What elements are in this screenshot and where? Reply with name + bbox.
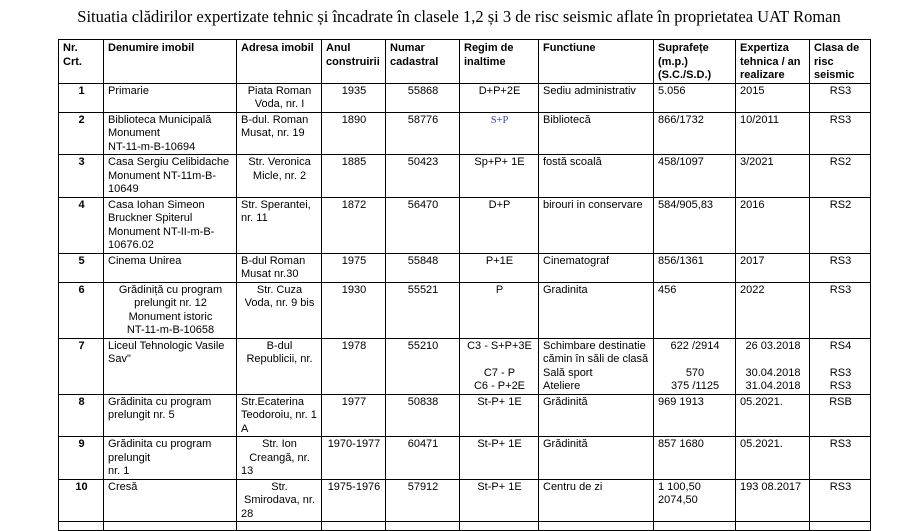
cell-clasa: RS3 bbox=[810, 112, 871, 155]
table-row bbox=[59, 479, 871, 522]
table-row bbox=[59, 155, 871, 198]
cell-adresa: B-dul Republicii, nr. bbox=[237, 338, 322, 394]
cell-nr: 1 bbox=[59, 83, 104, 112]
cell-numar: 60471 bbox=[386, 437, 460, 480]
cell-denumire: Grădiniță cu program prelungit nr. 12 Monument istoric NT-11-m-B-10658 bbox=[104, 282, 237, 338]
cell-anul: 1872 bbox=[322, 197, 386, 253]
cell-anul: 1935 bbox=[322, 83, 386, 112]
table-header-row bbox=[59, 40, 871, 84]
cell-expertiza: 10/2011 bbox=[736, 112, 810, 155]
cell-functiune: Centru de zi bbox=[539, 479, 654, 522]
cell-regim: P+1E bbox=[460, 253, 539, 282]
cell-regim: P bbox=[460, 282, 539, 338]
cell-denumire: Casa Iohan Simeon Bruckner Spiterul Monument NT-II-m-B- 10676.02 bbox=[104, 197, 237, 253]
header-functiune: Functiune bbox=[539, 40, 654, 84]
cell-functiune: Gradinita bbox=[539, 282, 654, 338]
cell-nr: 5 bbox=[59, 253, 104, 282]
cell-clasa: RS3 bbox=[810, 437, 871, 480]
table-row bbox=[59, 197, 871, 253]
cell-suprafete: 458/1097 bbox=[654, 155, 736, 198]
cell-expertiza: 193 08.2017 bbox=[736, 479, 810, 522]
cell-numar: 55521 bbox=[386, 282, 460, 338]
cell-suprafete: 622 /2914 570 375 /1125 bbox=[654, 338, 736, 394]
cell-suprafete: 584/905,83 bbox=[654, 197, 736, 253]
cell-expertiza: 2017 bbox=[736, 253, 810, 282]
cell-denumire: Cresă bbox=[104, 479, 237, 522]
cell-denumire: Liceul Tehnologic Vasile Sav" bbox=[104, 338, 237, 394]
cell-suprafete: 866/1732 bbox=[654, 112, 736, 155]
header-nr: Nr. Crt. bbox=[59, 40, 104, 84]
cell-functiune: fostă scoală bbox=[539, 155, 654, 198]
cell-anul: 1970-1977 bbox=[322, 437, 386, 480]
header-anul: Anul construirii bbox=[322, 40, 386, 84]
header-adresa: Adresa imobil bbox=[237, 40, 322, 84]
cell-adresa: Piata Roman Voda, nr. I bbox=[237, 83, 322, 112]
risk-buildings-table bbox=[58, 39, 871, 531]
cell-adresa: Str.Ecaterina Teodoroiu, nr. 1 A bbox=[237, 394, 322, 437]
cell-nr: 3 bbox=[59, 155, 104, 198]
cell-regim: Sp+P+ 1E bbox=[460, 155, 539, 198]
cell-anul: 1890 bbox=[322, 112, 386, 155]
cell-suprafete: 857 1680 bbox=[654, 437, 736, 480]
table-row bbox=[59, 253, 871, 282]
header-suprafete: Suprafețe (m.p.) (S.C./S.D.) bbox=[654, 40, 736, 84]
cell-functiune: Cinematograf bbox=[539, 253, 654, 282]
cell-clasa: RS4 RS3 RS3 bbox=[810, 338, 871, 394]
cell-numar: 55210 bbox=[386, 338, 460, 394]
cell-regim: St-P+ 1E bbox=[460, 479, 539, 522]
table-row bbox=[59, 282, 871, 338]
table-row-partial bbox=[59, 522, 871, 531]
cell-functiune: Grădinită bbox=[539, 394, 654, 437]
cell-denumire: Cinema Unirea bbox=[104, 253, 237, 282]
cell-nr: 6 bbox=[59, 282, 104, 338]
cell-nr: 4 bbox=[59, 197, 104, 253]
cell-clasa: RS3 bbox=[810, 282, 871, 338]
cell-clasa: RS3 bbox=[810, 253, 871, 282]
cell-adresa: B-dul Roman Musat nr.30 bbox=[237, 253, 322, 282]
page-title: Situatia clădirilor expertizate tehnic și încadrate în clasele 1,2 și 3 de risc seismic aflate în proprietatea UAT Roman bbox=[77, 7, 841, 26]
cell-regim: C3 - S+P+3E C7 - P C6 - P+2E bbox=[460, 338, 539, 394]
cell-numar: 58776 bbox=[386, 112, 460, 155]
cell-suprafete: 856/1361 bbox=[654, 253, 736, 282]
cell-anul: 1975-1976 bbox=[322, 479, 386, 522]
cell-adresa: Str. Cuza Voda, nr. 9 bis bbox=[237, 282, 322, 338]
cell-expertiza: 3/2021 bbox=[736, 155, 810, 198]
cell-clasa: RS2 bbox=[810, 197, 871, 253]
cell-clasa: RS2 bbox=[810, 155, 871, 198]
cell-regim: D+P+2E bbox=[460, 83, 539, 112]
cell-nr: 9 bbox=[59, 437, 104, 480]
cell-adresa: B-dul. Roman Musat, nr. 19 bbox=[237, 112, 322, 155]
cell-adresa: Str. Smirodava, nr. 28 bbox=[237, 479, 322, 522]
cell-numar: 50423 bbox=[386, 155, 460, 198]
cell-nr: 8 bbox=[59, 394, 104, 437]
cell-suprafete: 456 bbox=[654, 282, 736, 338]
cell-anul: 1975 bbox=[322, 253, 386, 282]
cell-expertiza: 05.2021. bbox=[736, 437, 810, 480]
cell-nr: 7 bbox=[59, 338, 104, 394]
cell-adresa: Str. Veronica Micle, nr. 2 bbox=[237, 155, 322, 198]
cell-suprafete: 1 100,50 2074,50 bbox=[654, 479, 736, 522]
cell-numar: 56470 bbox=[386, 197, 460, 253]
cell-functiune: Grădinită bbox=[539, 437, 654, 480]
cell-regim: S+P bbox=[460, 112, 539, 155]
cell-nr: 10 bbox=[59, 479, 104, 522]
cell-denumire: Biblioteca Municipală Monument NT-11-m-B-10694 bbox=[104, 112, 237, 155]
header-regim: Regim de inaltime bbox=[460, 40, 539, 84]
table-row bbox=[59, 394, 871, 437]
cell-adresa: Str. Ion Creangă, nr. 13 bbox=[237, 437, 322, 480]
cell-expertiza: 2022 bbox=[736, 282, 810, 338]
table-row bbox=[59, 437, 871, 480]
header-clasa: Clasa de risc seismic bbox=[810, 40, 871, 84]
cell-clasa: RS3 bbox=[810, 479, 871, 522]
cell-clasa: RS3 bbox=[810, 83, 871, 112]
cell-anul: 1978 bbox=[322, 338, 386, 394]
cell-numar: 50838 bbox=[386, 394, 460, 437]
cell-denumire: Primarie bbox=[104, 83, 237, 112]
cell-anul: 1977 bbox=[322, 394, 386, 437]
table-row bbox=[59, 338, 871, 394]
header-expertiza: Expertiza tehnica / an realizare bbox=[736, 40, 810, 84]
cell-regim: St-P+ 1E bbox=[460, 437, 539, 480]
cell-functiune: Schimbare destinatie cămin în săli de clasă Sală sport Ateliere bbox=[539, 338, 654, 394]
table-row bbox=[59, 112, 871, 155]
header-denumire: Denumire imobil bbox=[104, 40, 237, 84]
cell-regim: D+P bbox=[460, 197, 539, 253]
cell-numar: 55868 bbox=[386, 83, 460, 112]
cell-suprafete: 5.056 bbox=[654, 83, 736, 112]
cell-denumire: Grădinita cu program prelungit nr. 1 bbox=[104, 437, 237, 480]
cell-functiune: Bibliotecă bbox=[539, 112, 654, 155]
cell-clasa: RSB bbox=[810, 394, 871, 437]
cell-adresa: Str. Sperantei, nr. 11 bbox=[237, 197, 322, 253]
cell-denumire: Casa Sergiu Celibidache Monument NT-11m-B- 10649 bbox=[104, 155, 237, 198]
cell-suprafete: 969 1913 bbox=[654, 394, 736, 437]
cell-anul: 1885 bbox=[322, 155, 386, 198]
header-numar: Numar cadastral bbox=[386, 40, 460, 84]
cell-functiune: birouri in conservare bbox=[539, 197, 654, 253]
cell-nr: 2 bbox=[59, 112, 104, 155]
cell-expertiza: 05.2021. bbox=[736, 394, 810, 437]
cell-expertiza: 2015 bbox=[736, 83, 810, 112]
cell-numar: 55848 bbox=[386, 253, 460, 282]
table-row bbox=[59, 83, 871, 112]
cell-functiune: Sediu administrativ bbox=[539, 83, 654, 112]
cell-regim: St-P+ 1E bbox=[460, 394, 539, 437]
cell-denumire: Grădinita cu program prelungit nr. 5 bbox=[104, 394, 237, 437]
cell-numar: 57912 bbox=[386, 479, 460, 522]
cell-expertiza: 2016 bbox=[736, 197, 810, 253]
cell-anul: 1930 bbox=[322, 282, 386, 338]
cell-expertiza: 26 03.2018 30.04.2018 31.04.2018 bbox=[736, 338, 810, 394]
